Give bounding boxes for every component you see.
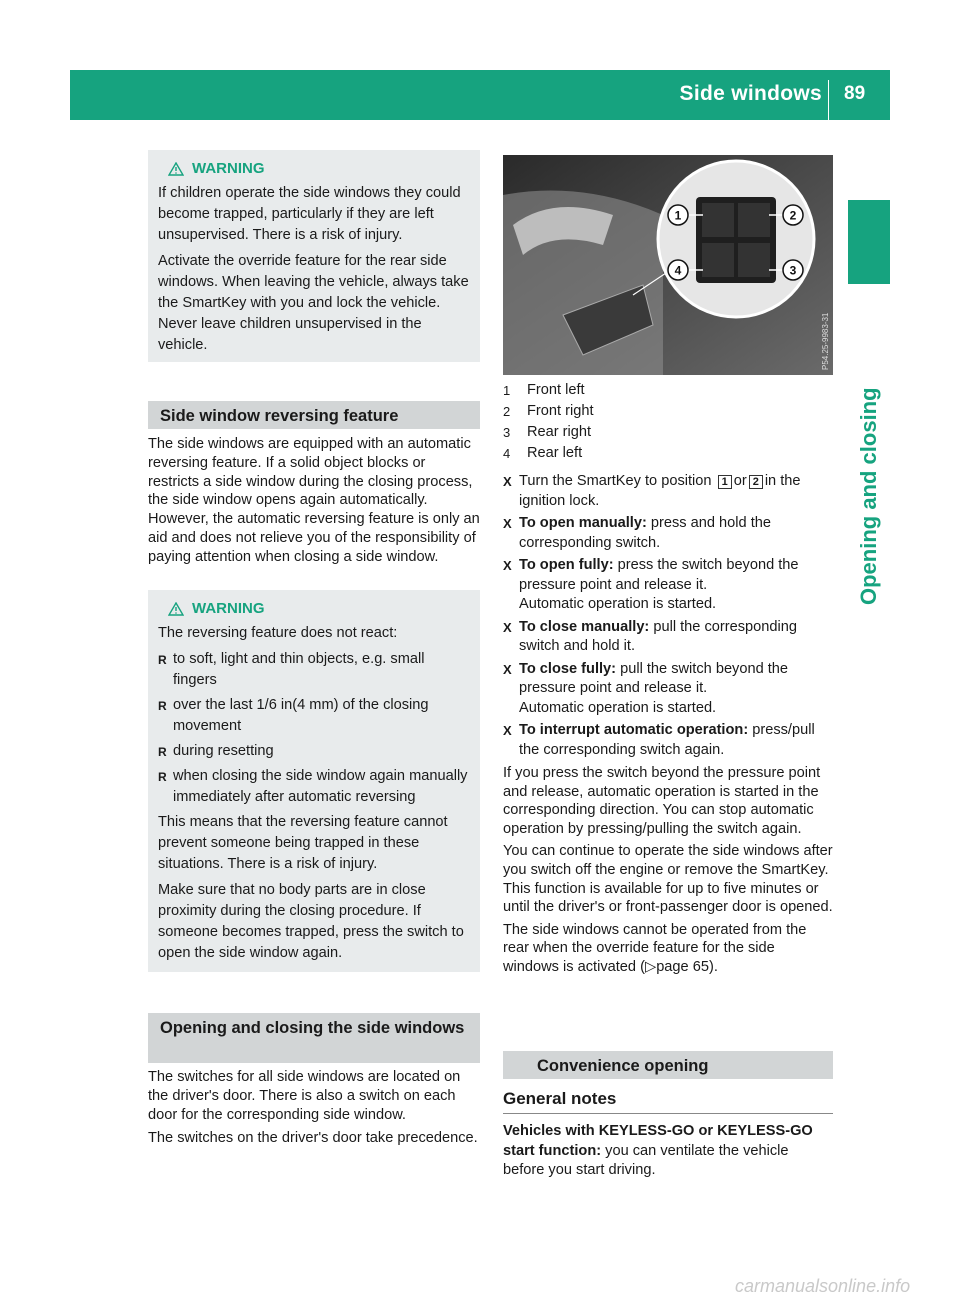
legend-label: Rear right [527, 424, 592, 440]
watermark: carmanualsonline.info [735, 1276, 911, 1296]
switch-front-right [738, 203, 770, 237]
warning-box-reversing [148, 590, 480, 972]
legend-item [503, 380, 833, 401]
step-label: To interrupt automatic operation: [519, 722, 749, 738]
warning-triangle-icon [168, 162, 184, 176]
step-text: pull the corresponding switch and hold it. [519, 618, 797, 654]
convenience-paragraph [503, 1122, 833, 1181]
section-heading-opening: Opening and closing the side windows [148, 1013, 480, 1063]
step-item [503, 618, 833, 657]
callout-label: 2 [789, 208, 797, 223]
step-text: pull the switch beyond the pressure point and release it. [519, 660, 789, 696]
step-item [503, 472, 833, 511]
legend-item [503, 422, 833, 443]
paragraph-text: The side windows cannot be operated from the rear when the override feature for the side windows is activated ( [503, 921, 807, 975]
paragraph-auto-operation: If you press the switch beyond the pressure point and release, automatic operation is started in the corresponding direction. You can stop automatic operation by pressing/pulling the switch again. [503, 765, 821, 837]
opening-paragraph-1: The switches for all side windows are located on the driver's door. There is also a switch on each door for the corresponding side window. [148, 1069, 461, 1123]
legend-number: 2 [503, 404, 511, 419]
legend-label: Front left [527, 382, 585, 398]
step-arrow-icon: X [503, 516, 512, 531]
legend-number: 3 [503, 425, 511, 440]
step-arrow-icon: X [503, 661, 512, 677]
page-ref-arrow-icon: ▷ [644, 958, 657, 975]
step-text: press the switch beyond the pressure point and release it. [519, 557, 799, 593]
step-arrow-icon: X [503, 619, 512, 635]
header-bar [70, 70, 890, 120]
list-item: R over the last 1/6 in(4 mm) of the closing movement [158, 695, 470, 737]
warning-instruction: Make sure that no body parts are in close proximity during the closing procedure. If someone becomes trapped, press the switch to open the side window again. [158, 882, 464, 961]
legend-item [503, 401, 833, 422]
warning-instruction: Activate the override feature for the rear side windows. When leaving the vehicle, always take the SmartKey with you and lock the vehicle. Never leave children unsupervised in the vehicle. [158, 253, 469, 353]
legend-number: 1 [503, 383, 511, 398]
warning-intro: The reversing feature does not react: [158, 625, 398, 641]
instruction-steps [503, 472, 833, 763]
convenience-label: Vehicles with KEYLESS-GO or KEYLESS-GO start function: [503, 1123, 813, 1159]
callout-label: 1 [674, 208, 682, 223]
step-label: To open fully: [519, 557, 614, 573]
page-number: 89 [844, 83, 866, 104]
section-heading-reversing: Side window reversing feature [148, 401, 480, 429]
step-arrow-icon: X [503, 474, 512, 489]
switch-rear-right [738, 243, 770, 277]
step-label: To close manually: [519, 618, 650, 635]
switch-front-left [702, 203, 734, 237]
door-switch-photo [503, 155, 833, 375]
reversing-body [148, 435, 480, 571]
key-position-2: 2 [749, 475, 763, 489]
step-label: To open manually: [519, 515, 647, 531]
section-title: Side windows [679, 82, 822, 105]
step-arrow-icon: X [503, 723, 512, 738]
list-item: R when closing the side window again manually immediately after automatic reversing [158, 766, 470, 808]
warning-list [158, 649, 470, 808]
legend-number: 4 [503, 446, 511, 461]
list-item: R during resetting [158, 741, 470, 762]
reversing-paragraph: The side windows are equipped with an automatic reversing feature. If a solid object blocks or restricts a side window during the closing process, the side window opens again automatically. However, the automatic reversing feature is only an aid and does not relieve you of the responsibility of paying attention when closing a side window. [148, 436, 480, 565]
step-item [503, 556, 833, 615]
callout-label: 4 [674, 263, 682, 278]
step-arrow-icon: X [503, 558, 512, 573]
legend-item [503, 443, 833, 464]
legend-label: Rear left [527, 445, 583, 461]
step-item [503, 721, 833, 760]
subheading-general-notes: General notes [503, 1089, 617, 1108]
step-note: Automatic operation is started. [519, 699, 717, 716]
switch-rear-left [702, 243, 734, 277]
photo-code: P54.25-9983-31 [821, 312, 830, 370]
list-item: R to soft, light and thin objects, e.g. small fingers [158, 649, 470, 691]
step-text: in the ignition lock. [519, 473, 801, 509]
step-text: press/pull the corresponding switch again. [519, 722, 815, 758]
warning-title [168, 160, 470, 177]
step-note: Automatic operation is started. [519, 596, 717, 612]
opening-body [148, 1068, 480, 1152]
warning-title [168, 600, 470, 617]
header-divider [828, 80, 829, 120]
opening-paragraph-2: The switches on the driver's door take precedence. [148, 1130, 478, 1146]
warning-text: This means that the reversing feature cannot prevent someone being trapped in these situations. There is a risk of injury. [158, 814, 448, 872]
step-item [503, 660, 833, 719]
callout-label: 3 [789, 263, 797, 278]
convenience-text: you can ventilate the vehicle before you start driving. [503, 1142, 789, 1178]
convenience-body [503, 1122, 833, 1185]
chapter-label [845, 300, 891, 605]
paragraph-text: ). [708, 958, 718, 975]
step-text: Turn the SmartKey to position [519, 473, 712, 489]
step-label: To close fully: [519, 660, 617, 677]
step-text: press and hold the corresponding switch. [519, 515, 771, 551]
subheading-rule [503, 1113, 833, 1114]
paragraph-override [503, 921, 833, 977]
paragraph-after-engine-off: You can continue to operate the side windows after you switch off the engine or remove the SmartKey. This function is available for up to five minutes or until the driver's or front-passenger door is opened. [503, 843, 833, 916]
warning-text: If children operate the side windows they could become trapped, particularly if they are left unsupervised. There is a risk of injury. [158, 185, 461, 243]
warning-title-text: WARNING [192, 600, 265, 617]
photo-legend [503, 380, 833, 464]
step-item [503, 514, 833, 553]
section-heading-convenience: Convenience opening [503, 1051, 833, 1079]
legend-label: Front right [527, 403, 594, 419]
chapter-label-text: Opening and closing [856, 387, 881, 605]
right-body [503, 764, 833, 981]
warning-box-children [148, 150, 480, 362]
chapter-tab [848, 200, 890, 284]
key-position-1: 1 [718, 475, 732, 489]
warning-title-text: WARNING [192, 160, 265, 177]
warning-triangle-icon [168, 602, 184, 616]
page-reference-link[interactable]: page 65 [656, 958, 709, 975]
step-text: or [733, 473, 747, 489]
